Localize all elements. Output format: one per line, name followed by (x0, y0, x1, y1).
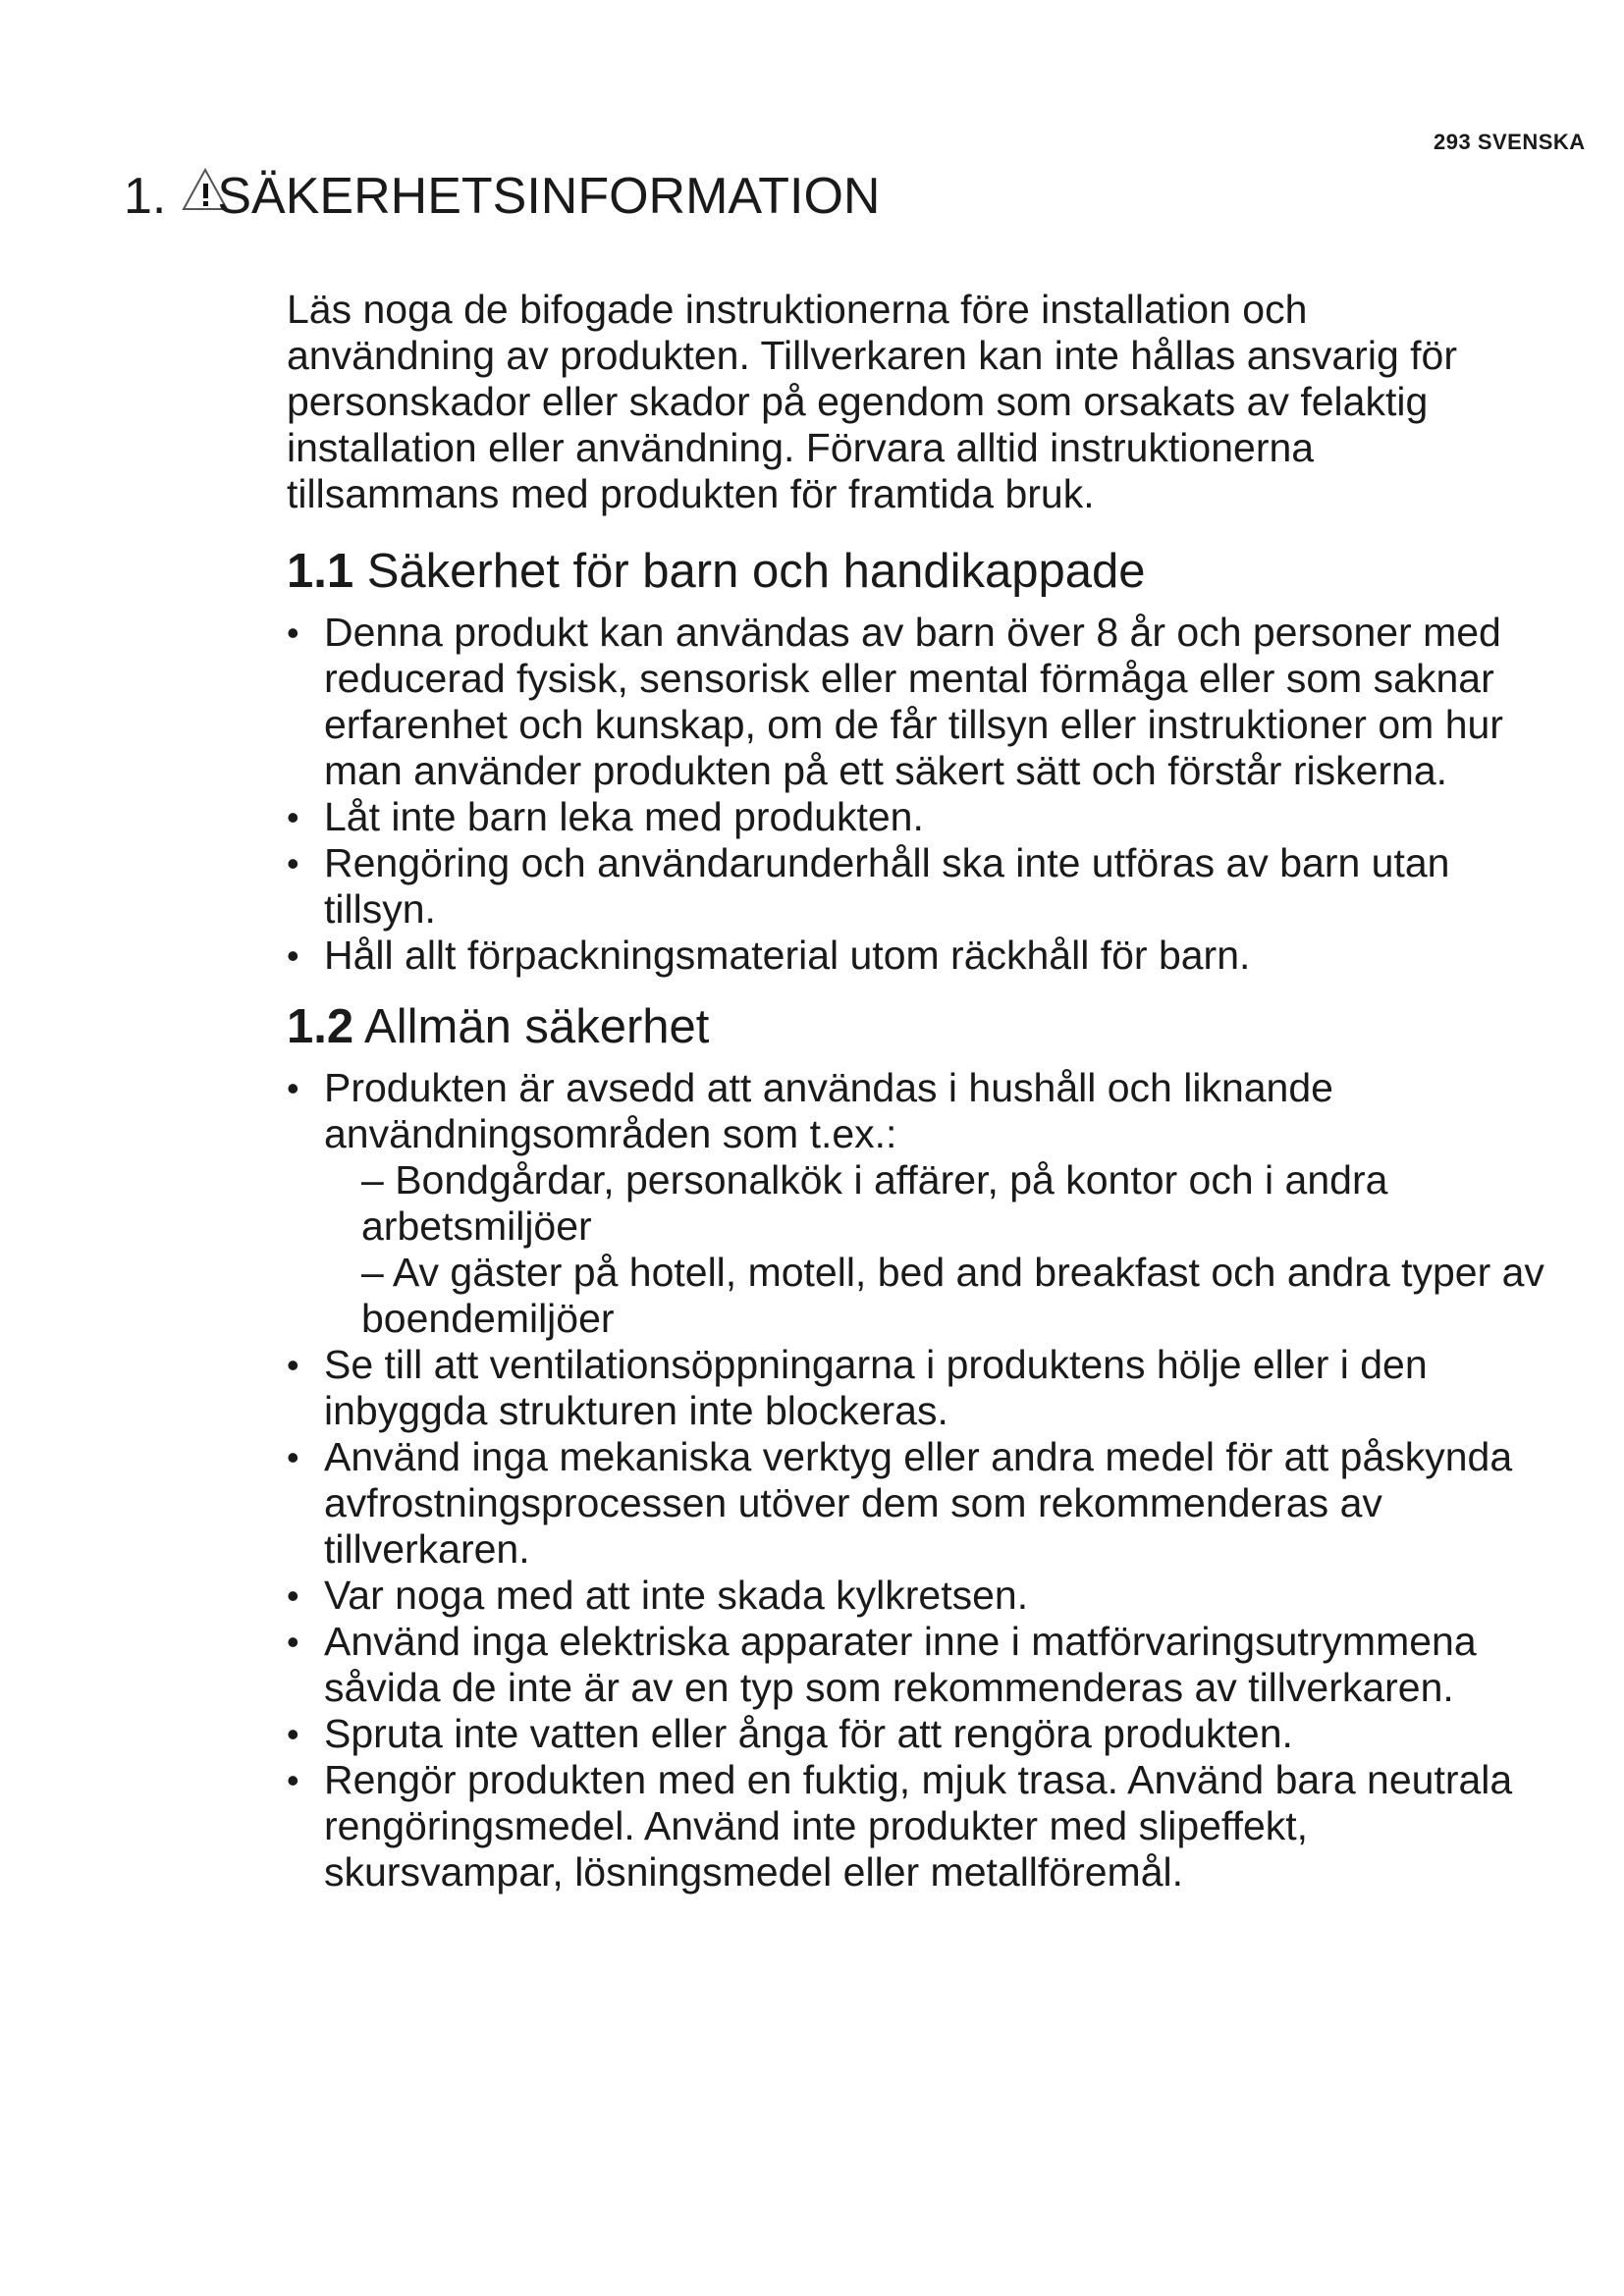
bullet-list (287, 1065, 1553, 1896)
subsection-number: 1.2 (287, 1000, 354, 1053)
sub-list-item: – Bondgårdar, personalkök i affärer, på kontor och i andra arbetsmiljöer (361, 1157, 1388, 1249)
sub-list-item: – Av gäster på hotell, motell, bed and breakfast och andra typer av boendemiljöer (361, 1250, 1544, 1341)
bullet-list (287, 610, 1553, 979)
intro-paragraph: Läs noga de bifogade instruktionerna före installation och användning av produkten. Tillverkaren kan inte hållas ansvarig för personskador eller skador på egendom som orsakats av felaktig installation eller användning. Förvara alltid instruktionerna tillsammans med produkten för framtida bruk. (287, 287, 1457, 516)
main-content (287, 287, 1553, 1915)
subsection-title-text: Säkerhet för barn och handikappade (366, 545, 1146, 598)
list-item: • Använd inga elektriska apparater inne i matförvaringsutrymmena såvida de inte är av en typ som rekommenderas av tillverkaren. (287, 1619, 1477, 1710)
list-item: • Rengör produkten med en fuktig, mjuk trasa. Använd bara neutrala rengöringsmedel. Använd inte produkter med slipeffekt, skursvampar, lösningsmedel eller metallföremål. (287, 1757, 1513, 1895)
list-item: • Håll allt förpackningsmaterial utom räckhåll för barn. (287, 933, 1251, 978)
page-title: SÄKERHETSINFORMATION (217, 168, 881, 225)
list-item: • Se till att ventilationsöppningarna i produktens hölje eller i den inbyggda strukturen inte blockeras. (287, 1342, 1428, 1433)
list-item: • Var noga med att inte skada kylkretsen. (287, 1573, 1029, 1618)
list-item: • Låt inte barn leka med produkten. (287, 794, 924, 839)
subsection-number: 1.1 (287, 545, 354, 598)
section-heading (124, 167, 880, 226)
list-item: • Denna produkt kan användas av barn över 8 år och personer med reducerad fysisk, sensorisk eller mental förmåga eller som saknar erfarenhet och kunskap, om de får tillsyn eller instruktioner om hur man använder produkten på ett säkert sätt och förstår riskerna. (287, 610, 1503, 793)
section-number: 1. (124, 168, 167, 225)
list-item: • Rengöring och användarunderhåll ska inte utföras av barn utan tillsyn. (287, 840, 1450, 932)
subsection-title-text: Allmän säkerhet (364, 1000, 710, 1053)
page-number-label: 293 SVENSKA (1434, 130, 1586, 154)
list-item: • Produkten är avsedd att användas i hushåll och liknande användningsområden som t.ex.: – Bondgårdar, personalkök i affärer, på kontor och i andra arbetsmiljöer – Av gäster på hotell, motell, bed and breakfast och andra typer av boendemiljöer (287, 1065, 1553, 1342)
subsection-title (287, 998, 1553, 1055)
list-item: • Använd inga mekaniska verktyg eller andra medel för att påskynda avfrostningsprocessen utöver dem som rekommenderas av tillverkaren. (287, 1434, 1513, 1572)
list-item: • Spruta inte vatten eller ånga för att rengöra produkten. (287, 1711, 1293, 1756)
subsection-title (287, 543, 1553, 600)
